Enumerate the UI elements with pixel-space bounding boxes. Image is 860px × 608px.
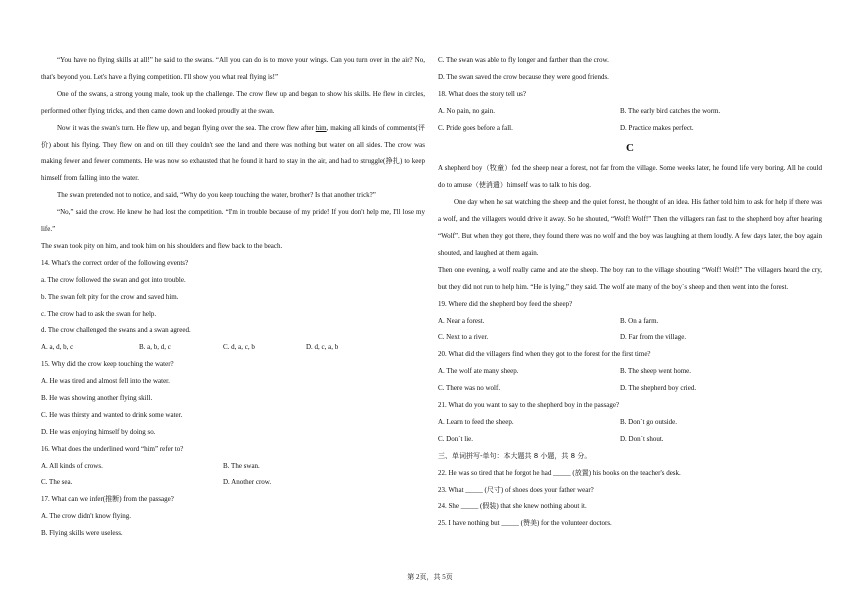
page-footer: 第 2页，共 5页 [407, 573, 453, 581]
paragraph: One day when he sat watching the sheep and the quiet forest, he thought of an idea. His father told him to ask for help if there was a wolf, and the villagers would drive it away. So he shouted, “Wolf! Wolf!” Then the villagers ran fast to the shepherd boy after hearing “Wolf”. But when they got there, they found there was no wolf and the boy was laughing at them loudly. A few days later, the boy again shouted, and laughed at them again. [438, 198, 822, 257]
q21-options [438, 414, 822, 431]
paragraph: “No,” said the crow. He knew he had lost the competition. “I'm in trouble because of my pride! If you don't help me, I'll lose my life.” [41, 208, 425, 234]
paragraph: “You have no flying skills at all!” he said to the swans. “All you can do is to move your wings. Can you turn over in the air? No, that's beyond you. Let's have a flying competition. I'll show you what real flying is!” [41, 56, 425, 81]
paragraph: The swan took pity on him, and took him on his shoulders and flew back to the beach. [41, 241, 283, 250]
q21-options [438, 431, 822, 448]
spelling-question: 23. What _____ (尺寸) of shoes does your father wear? [438, 485, 594, 494]
paragraph: Now it was the swan's turn. He flew up, and began flying over the sea. The crow flew after him, making all kinds of comments(评价) about his flying. They flew on and on till they couldn't see the land and there was nothing but water on all sides. The crow was making fewer and fewer comments. He was now so exhausted that he found it hard to stay in the air, and had to struggle(挣扎) to keep himself from falling into the water. [41, 123, 425, 183]
option: C. Next to a river. [438, 333, 489, 342]
q19-options [438, 313, 822, 330]
event-item: b. The swan felt pity for the crow and saved him. [41, 292, 179, 301]
option: A. a, d, b, c [41, 343, 74, 352]
option: C. He was thirsty and wanted to drink some water. [41, 410, 183, 419]
option: B. On a farm. [620, 316, 659, 325]
option: C. Don`t lie. [438, 434, 473, 443]
q20-options [438, 363, 822, 380]
option: D. Far from the village. [620, 333, 687, 342]
option: D. Don`t shout. [620, 434, 664, 443]
option: B. He was showing another flying skill. [41, 394, 153, 402]
option: B. The early bird catches the worm. [620, 106, 721, 115]
option: A. Learn to feed the sheep. [438, 417, 514, 426]
option: D. d, c, a, b [306, 343, 339, 352]
question-19: 19. Where did the shepherd boy feed the sheep? [438, 299, 573, 308]
option: A. The wolf ate many sheep. [438, 367, 519, 376]
paragraph: A shepherd boy（牧童）fed the sheep near a forest, not far from the village. Some weeks later, he found life very boring. All he could do to amuse（使消遣）himself was to talk to his dog. [438, 164, 822, 190]
option: A. No pain, no gain. [438, 106, 495, 115]
question-20: 20. What did the villagers find when they got to the forest for the first time? [438, 350, 651, 359]
question-15: 15. Why did the crow keep touching the water? [41, 360, 174, 369]
q16-options [41, 474, 425, 491]
option: D. The shepherd boy cried. [620, 384, 697, 393]
paragraph: The swan pretended not to notice, and said, “Why do you keep touching the water, brother? Is that another trick?” [57, 191, 376, 200]
option: D. Another crow. [223, 478, 272, 487]
question-14: 14. What's the correct order of the following events? [41, 258, 189, 267]
option: D. He was enjoying himself by doing so. [41, 427, 156, 436]
question-17: 17. What can we infer(推断) from the passage? [41, 495, 174, 504]
section-3-heading: 三、单词拼写-单句：本大题共 8 小题，共 8 分。 [438, 451, 592, 460]
option: A. The crow didn't know flying. [41, 512, 131, 521]
option: D. Practice makes perfect. [620, 123, 694, 132]
spelling-question: 25. I have nothing but _____ (赞美) for the volunteer doctors. [438, 519, 612, 528]
option: B. Don`t go outside. [620, 417, 677, 426]
option: C. d, a, c, b [223, 343, 255, 352]
option: B. Flying skills were useless. [41, 529, 123, 538]
option: C. Pride goes before a fall. [438, 123, 513, 132]
option: A. He was tired and almost fell into the water. [41, 377, 170, 386]
option: C. The swan was able to fly longer and farther than the crow. [438, 56, 609, 64]
spelling-question: 22. He was so tired that he forgot he had _____ (放置) his books on the teacher's desk. [438, 468, 681, 477]
left-column [41, 52, 425, 542]
event-item: c. The crow had to ask the swan for help. [41, 309, 157, 318]
q16-options [41, 458, 425, 475]
option: B. The swan. [223, 461, 260, 470]
right-column [438, 52, 822, 532]
option: D. The swan saved the crow because they were good friends. [438, 72, 609, 81]
q20-options [438, 380, 822, 397]
question-16: 16. What does the underlined word “him” refer to? [41, 444, 184, 453]
option: B. The sheep went home. [620, 367, 692, 376]
option: C. There was no wolf. [438, 384, 501, 393]
option: A. Near a forest. [438, 316, 485, 325]
spelling-question: 24. She _____ (假装) that she knew nothing about it. [438, 502, 587, 511]
option: B. a, b, d, c [139, 343, 171, 352]
q14-options [41, 339, 425, 356]
event-item: a. The crow followed the swan and got into trouble. [41, 275, 186, 284]
question-21: 21. What do you want to say to the shepherd boy in the passage? [438, 401, 620, 410]
q18-options [438, 103, 822, 120]
option: C. The sea. [41, 478, 73, 487]
question-18: 18. What does the story tell us? [438, 89, 526, 98]
underlined-word: him [315, 123, 327, 132]
paragraph: Then one evening, a wolf really came and ate the sheep. The boy ran to the village shouting “Wolf! Wolf!” The villagers heard the cry, but they did not run to help him. “He is lying,” they said. The wolf ate many of the boy`s sheep and then went into the forest. [438, 265, 822, 291]
option: A. All kinds of crows. [41, 461, 103, 470]
q19-options [438, 329, 822, 346]
q18-options [438, 120, 822, 137]
paragraph: One of the swans, a strong young male, took up the challenge. The crow flew up and began to show his skills. He flew in circles, performed other flying tricks, and then came down and looked proudly at the swan. [41, 89, 425, 115]
section-heading: C [626, 142, 634, 155]
event-item: d. The crow challenged the swans and a swan agreed. [41, 326, 191, 335]
